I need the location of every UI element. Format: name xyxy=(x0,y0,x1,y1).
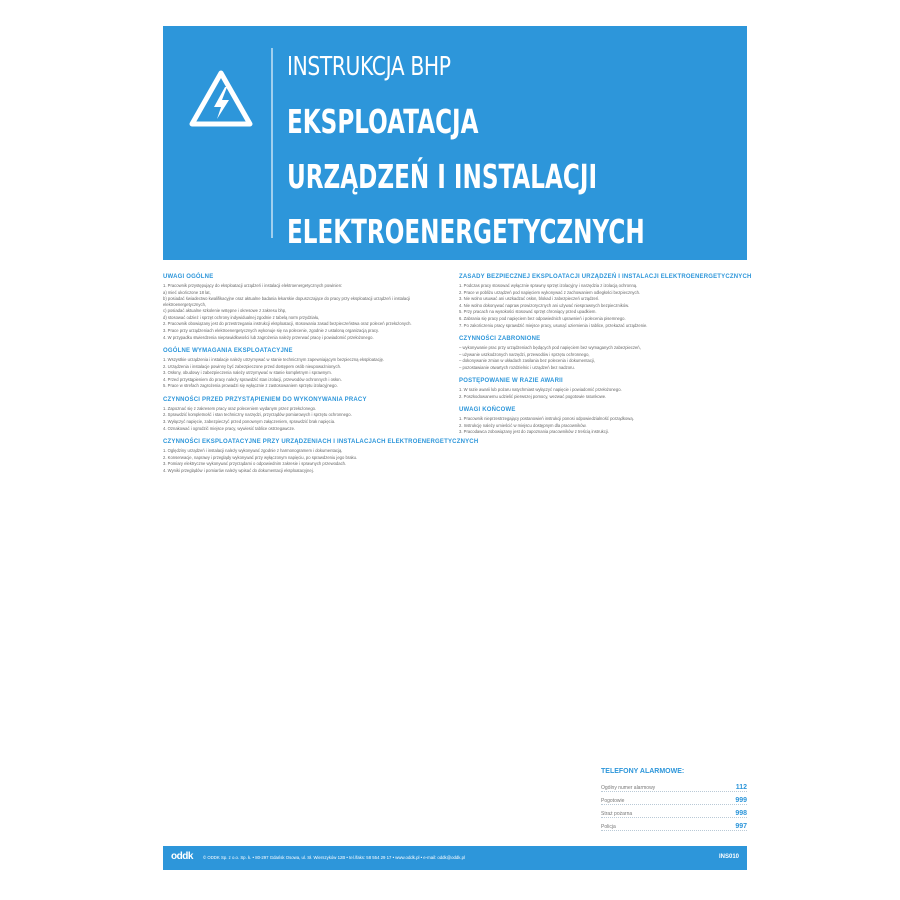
instruction-line: b) posiadać świadectwo kwalifikacyjne oraz aktualne badania lekarskie dopuszczające do pracy przy eksploatacji urządzeń i instalacji elektroenergetycznych, xyxy=(163,296,411,307)
phone-label: Straż pożarna xyxy=(601,811,633,817)
instruction-line: 3. Osłony, obudowy i zabezpieczenia należy utrzymywać w stanie kompletnym i sprawnym. xyxy=(163,370,332,376)
phone-row xyxy=(601,805,747,818)
instruction-line: d) stosować odzież i sprzęt ochrony indywidualnej zgodnie z tabelą norm przydziału, xyxy=(163,314,320,320)
instruction-line: 2. Urządzenia i instalacje powinny być zabezpieczone przed dostępem osób nieupoważnionych. xyxy=(163,363,342,369)
instruction-line: 2. Konserwacje, naprawy i przeglądy wykonywać przy wyłączonym napięciu, po sprawdzeniu jego braku. xyxy=(163,454,358,460)
instruction-section xyxy=(459,336,739,370)
instruction-line: c) posiadać aktualne szkolenie wstępne i okresowe z zakresu bhp, xyxy=(163,308,287,314)
instruction-line: 7. Po zakończeniu pracy sprawdzić miejsce pracy, usunąć uziemienia i tablice, przekazać urządzenie. xyxy=(459,322,648,328)
phone-label: Ogólny numer alarmowy xyxy=(601,785,656,791)
high-voltage-warning-icon xyxy=(189,70,253,128)
instruction-line: 1. Podczas pracy stosować wyłącznie sprawny sprzęt izolacyjny i narzędzia z izolacją ochronną. xyxy=(459,283,638,288)
instruction-line: a) mieć ukończone 18 lat, xyxy=(163,289,211,295)
instruction-line: 1. Pracownik przystępujący do eksploatacji urządzeń i instalacji elektroenergetycznych powinien: xyxy=(163,283,343,288)
publisher-logo: oddk xyxy=(171,851,193,862)
instruction-line: 3. Wyłączyć napięcie, zabezpieczyć przed ponownym załączeniem, sprawdzić brak napięcia. xyxy=(163,418,336,424)
section-heading: UWAGI KOŃCOWE xyxy=(459,407,516,414)
page-title xyxy=(287,94,679,259)
phone-row xyxy=(601,792,747,805)
phone-number: 997 xyxy=(735,823,747,830)
instruction-line: 2. Instrukcję należy umieścić w miejscu dostępnym dla pracowników. xyxy=(459,422,587,428)
instruction-section xyxy=(163,438,479,473)
instruction-line: 2. Prace w pobliżu urządzeń pod napięciem wykonywać z zachowaniem odległości bezpiecznych. xyxy=(459,289,641,295)
instruction-line: 4. Nie wolno dokonywać napraw prowizorycznych ani używać niesprawnych bezpieczników. xyxy=(459,302,630,308)
instruction-line: – wykonywanie prac przy urządzeniach będących pod napięciem bez wymaganych zabezpieczeń, xyxy=(459,344,641,350)
section-heading: CZYNNOŚCI EKSPLOATACYJNE PRZY URZĄDZENIACH I INSTALACJACH ELEKTROENERGETYCZNYCH xyxy=(163,438,479,445)
phone-number: 112 xyxy=(735,784,747,791)
phone-row xyxy=(601,818,747,831)
instruction-section xyxy=(459,407,739,435)
emergency-phones xyxy=(601,768,747,831)
instruction-line: 4. Przed przystąpieniem do pracy należy sprawdzić stan izolacji, przewodów ochronnych i osłon. xyxy=(163,376,342,382)
instruction-line: 2. Sprawdzić kompletność i stan techniczny narzędzi, przyrządów pomiarowych i sprzętu ochronnego. xyxy=(163,412,352,418)
section-heading: ZASADY BEZPIECZNEJ EKSPLOATACJI URZĄDZEŃ I INSTALACJI ELEKTROENERGETYCZNYCH xyxy=(459,274,752,280)
instruction-line: 1. Zapoznać się z zakresem pracy oraz poleceniem wydanym przez przełożonego. xyxy=(163,405,317,411)
instruction-line: 1. Oględziny urządzeń i instalacji należy wykonywać zgodnie z harmonogramem i dokumentacją. xyxy=(163,447,343,453)
product-code: INS010 xyxy=(718,854,739,860)
instruction-line: 5. Prace w strefach zagrożenia prowadzi się wyłącznie z zastosowaniem sprzętu izolacyjnego. xyxy=(163,383,338,389)
section-heading: CZYNNOŚCI PRZED PRZYSTĄPIENIEM DO WYKONYWANIA PRACY xyxy=(163,396,367,403)
instruction-sheet xyxy=(163,26,752,872)
publisher-address: © ODDK Sp. z o.o. Sp. k. • 80-297 Gdańsk Osowa, ul. Sł. Wierszyków 12B • tel./faks: 58 554 29 17 • www.oddk.pl • e-mail: oddk@oddk.pl xyxy=(203,855,465,860)
section-heading: UWAGI OGÓLNE xyxy=(163,274,214,280)
instruction-line: 1. W razie awarii lub pożaru natychmiast wyłączyć napięcie i powiadomić przełożonego. xyxy=(459,387,622,393)
instruction-line: 3. Pracodawca zobowiązany jest do zapoznania pracowników z treścią instrukcji. xyxy=(459,429,609,435)
phones-title: TELEFONY ALARMOWE: xyxy=(601,768,685,775)
title-line-1: EKSPLOATACJA xyxy=(287,102,479,141)
footer-bar xyxy=(163,846,747,870)
header-divider xyxy=(271,48,273,238)
left-column xyxy=(163,274,479,481)
phone-label: Policja xyxy=(601,824,616,830)
section-heading: OGÓLNE WYMAGANIA EKSPLOATACYJNE xyxy=(163,347,293,354)
instruction-line: 4. Oznakować i ogrodzić miejsce pracy, wywiesić tablice ostrzegawcze. xyxy=(163,425,296,431)
instruction-line: 5. Przy pracach na wysokości stosować sprzęt chroniący przed upadkiem. xyxy=(459,309,597,315)
instruction-section xyxy=(459,378,739,399)
header-kicker: INSTRUKCJA BHP xyxy=(287,52,451,82)
instruction-line: 3. Nie wolno usuwać ani uszkadzać osłon, blokad i zabezpieczeń urządzeń. xyxy=(459,296,600,302)
instruction-section xyxy=(459,274,752,328)
instruction-line: – pozostawianie otwartych rozdzielnic i urządzeń bez nadzoru. xyxy=(459,364,575,370)
instruction-line: 1. Pracownik nieprzestrzegający postanowień instrukcji ponosi odpowiedzialność porządkową. xyxy=(459,416,634,422)
instruction-line: 3. Prace przy urządzeniach elektroenergetycznych wykonuje się na polecenie, zgodnie z ustaloną organizacją pracy. xyxy=(163,327,379,333)
instruction-line: 4. Wyniki przeglądów i pomiarów należy wpisać do dokumentacji eksploatacyjnej. xyxy=(163,467,314,473)
instruction-line: – dokonywanie zmian w układach zasilania bez polecenia i dokumentacji, xyxy=(459,358,595,364)
title-line-2: URZĄDZEŃ I INSTALACJI xyxy=(287,157,598,196)
phone-label: Pogotowie xyxy=(601,798,625,804)
instruction-line: 1. Wszystkie urządzenia i instalacje należy utrzymywać w stanie technicznym zapewniającym bezpieczną eksploatację. xyxy=(163,356,385,362)
instruction-line: 4. W przypadku stwierdzenia nieprawidłowości lub zagrożenia należy przerwać pracę i powiadomić przełożonego. xyxy=(163,334,374,340)
phone-number: 999 xyxy=(735,797,747,804)
section-heading: POSTĘPOWANIE W RAZIE AWARII xyxy=(459,378,563,385)
phone-number: 998 xyxy=(735,810,747,817)
instruction-line: 6. Zabrania się pracy pod napięciem bez odpowiednich uprawnień i polecenia pisemnego. xyxy=(459,315,626,321)
section-heading: CZYNNOŚCI ZABRONIONE xyxy=(459,335,541,342)
instruction-section xyxy=(163,348,443,389)
instruction-line: – używanie uszkodzonych narzędzi, przewodów i sprzętu ochronnego, xyxy=(459,351,590,357)
header-banner xyxy=(163,26,747,260)
instruction-line: 2. Poszkodowanemu udzielić pierwszej pomocy, wezwać pogotowie ratunkowe. xyxy=(459,393,607,399)
title-line-3: ELEKTROENERGETYCZNYCH xyxy=(287,212,645,251)
phone-row xyxy=(601,779,747,792)
right-column xyxy=(459,274,752,443)
instruction-section xyxy=(163,397,443,431)
instruction-section xyxy=(163,274,443,340)
instruction-line: 3. Pomiary elektryczne wykonywać przyrządami o odpowiednim zakresie i sprawnych przewodach. xyxy=(163,461,347,467)
instruction-line: 2. Pracownik obowiązany jest do przestrzegania instrukcji eksploatacji, stosowania zasad bezpieczeństwa oraz poleceń przełożonych. xyxy=(163,321,412,327)
